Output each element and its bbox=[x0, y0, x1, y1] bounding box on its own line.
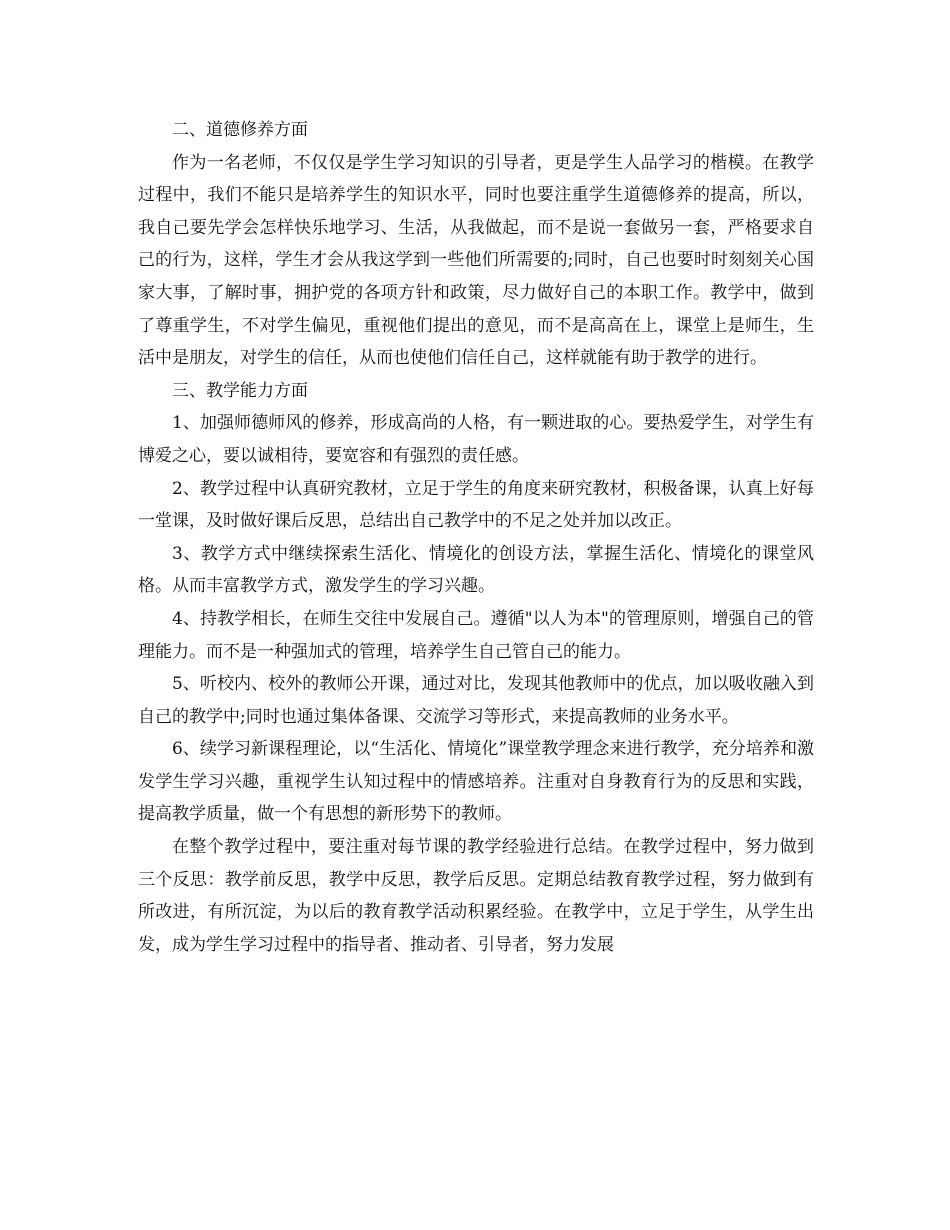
paragraph-moral-cultivation: 作为一名老师，不仅仅是学生学习知识的引导者，更是学生人品学习的楷模。在教学过程中，我们不能只是培养学生的知识水平，同时也要注重学生道德修养的提高，所以，我自己要先学会怎样快乐地学习、生活，从我做起，而不是说一套做另一套，严格要求自己的行为，这样，学生才会从我这学到一些他们所需要的;同时，自己也要时时刻刻关心国家大事，了解时事，拥护党的各项方针和政策，尽力做好自己的本职工作。教学中，做到了尊重学生，不对学生偏见，重视他们提出的意见，而不是高高在上，课堂上是师生，生活中是朋友，对学生的信任，从而也使他们信任自己，这样就能有助于教学的进行。 bbox=[138, 152, 814, 369]
list-item-6: 6、续学习新课程理论，以“生活化、情境化”课堂教学理念来进行教学，充分培养和激发学生学习兴趣，重视学生认知过程中的情感培养。注重对自身教育行为的反思和实践，提高教学质量，做一个有思想的新形势下的教师。 bbox=[138, 739, 814, 825]
list-item-3: 3、教学方式中继续探索生活化、情境化的创设方法，掌握生活化、情境化的课堂风格。从而丰富教学方式，激发学生的学习兴趣。 bbox=[138, 543, 814, 597]
list-item-2: 2、教学过程中认真研究教材，立足于学生的角度来研究教材，积极备课，认真上好每一堂课，及时做好课后反思，总结出自己教学中的不足之处并加以改正。 bbox=[138, 478, 814, 532]
document-body bbox=[138, 114, 814, 961]
list-item-5: 5、听校内、校外的教师公开课，通过对比，发现其他教师中的优点，加以吸收融入到自己的教学中;同时也通过集体备课、交流学习等形式，来提高教师的业务水平。 bbox=[138, 674, 814, 727]
paragraph-summary: 在整个教学过程中，要注重对每节课的教学经验进行总结。在教学过程中，努力做到三个反思：教学前反思，教学中反思，教学后反思。定期总结教育教学过程，努力做到有所改进，有所沉淀，为以后的教育教学活动积累经验。在教学中，立足于学生，从学生出发，成为学生学习过程中的指导者、推动者、引导者，努力发展 bbox=[138, 837, 814, 955]
section-heading-moral: 二、道德修养方面 bbox=[172, 120, 308, 140]
section-heading-teaching-ability: 三、教学能力方面 bbox=[172, 380, 308, 401]
list-item-1: 1、加强师德师风的修养，形成高尚的人格，有一颗进取的心。要热爱学生，对学生有博爱之心，要以诚相待，要宽容和有强烈的责任感。 bbox=[138, 413, 814, 466]
list-item-4: 4、持教学相长，在师生交往中发展自己。遵循"以人为本"的管理原则，增强自己的管理能力。而不是一种强加式的管理，培养学生自己管自己的能力。 bbox=[138, 608, 814, 662]
